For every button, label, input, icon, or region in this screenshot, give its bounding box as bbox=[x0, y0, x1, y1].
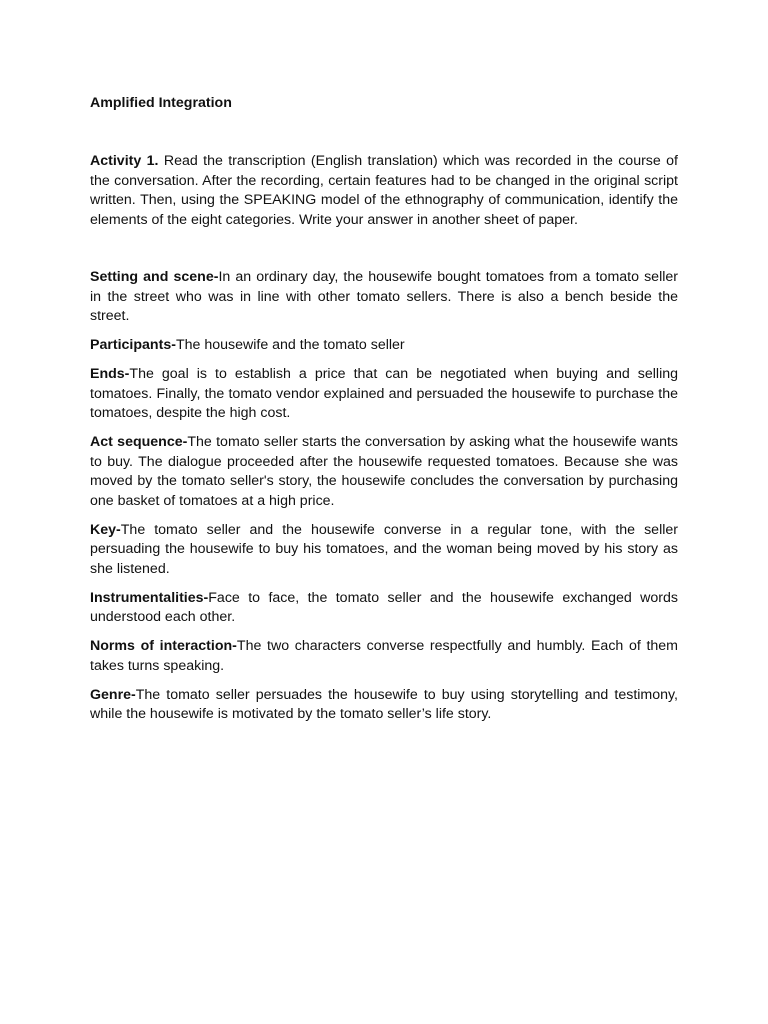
element-text: In an ordinary day, the housewife bought tomatoes from a tomato seller in the street who was in line with other tomato sellers. There is also a bench beside the street. bbox=[90, 269, 678, 324]
element-key bbox=[90, 521, 678, 580]
element-text: The housewife and the tomato seller bbox=[175, 337, 405, 353]
element-text: The tomato seller persuades the housewife to buy using storytelling and testimony, while the housewife is motivated by the tomato seller’s life story. bbox=[90, 686, 678, 722]
document-title: Amplified Integration bbox=[90, 95, 232, 111]
element-label: Norms of interaction- bbox=[90, 638, 237, 654]
element-label: Participants- bbox=[90, 337, 176, 353]
element-participants bbox=[90, 336, 678, 356]
element-norms-of-interaction bbox=[90, 637, 678, 676]
element-label: Ends- bbox=[90, 366, 130, 382]
element-label: Genre- bbox=[90, 686, 136, 703]
element-label: Act sequence- bbox=[90, 434, 188, 450]
element-label: Instrumentalities- bbox=[90, 589, 209, 606]
activity-text: Read the transcription (English translation) which was recorded in the course of the conversation. After the recording, certain features had to be changed in the original script written. Then, using the SPEAKING model of the ethnography of communication, identify the elements of the eight categories. Write your answer in another sheet of paper. bbox=[90, 153, 678, 228]
activity-instructions bbox=[90, 152, 678, 230]
element-setting-and-scene bbox=[90, 268, 678, 327]
element-label: Setting and scene- bbox=[90, 269, 219, 285]
activity-label: Activity 1. bbox=[90, 153, 159, 169]
element-instrumentalities bbox=[90, 589, 678, 628]
element-text: The goal is to establish a price that can be negotiated when buying and selling tomatoes. Finally, the tomato vendor explained and persuaded the housewife to purchase the tomatoes, despite the high cost. bbox=[90, 366, 678, 421]
element-text: The tomato seller starts the conversation by asking what the housewife wants to buy. The dialogue proceeded after the housewife requested tomatoes. Because she was moved by the tomato seller's story, the housewife concludes the conversation by purchasing one basket of tomatoes at a high price. bbox=[90, 434, 678, 509]
element-genre bbox=[90, 686, 678, 725]
speaking-elements-list bbox=[90, 268, 678, 734]
element-text: The tomato seller and the housewife converse in a regular tone, with the seller persuading the housewife to buy his tomatoes, and the woman being moved by his story as she listened. bbox=[90, 521, 678, 577]
element-act-sequence bbox=[90, 433, 678, 511]
element-ends bbox=[90, 365, 678, 424]
element-label: Key- bbox=[90, 521, 121, 538]
element-text: The two characters converse respectfully and humbly. Each of them takes turns speaking. bbox=[90, 638, 679, 674]
element-text: Face to face, the tomato seller and the housewife exchanged words understood each other. bbox=[90, 589, 678, 625]
